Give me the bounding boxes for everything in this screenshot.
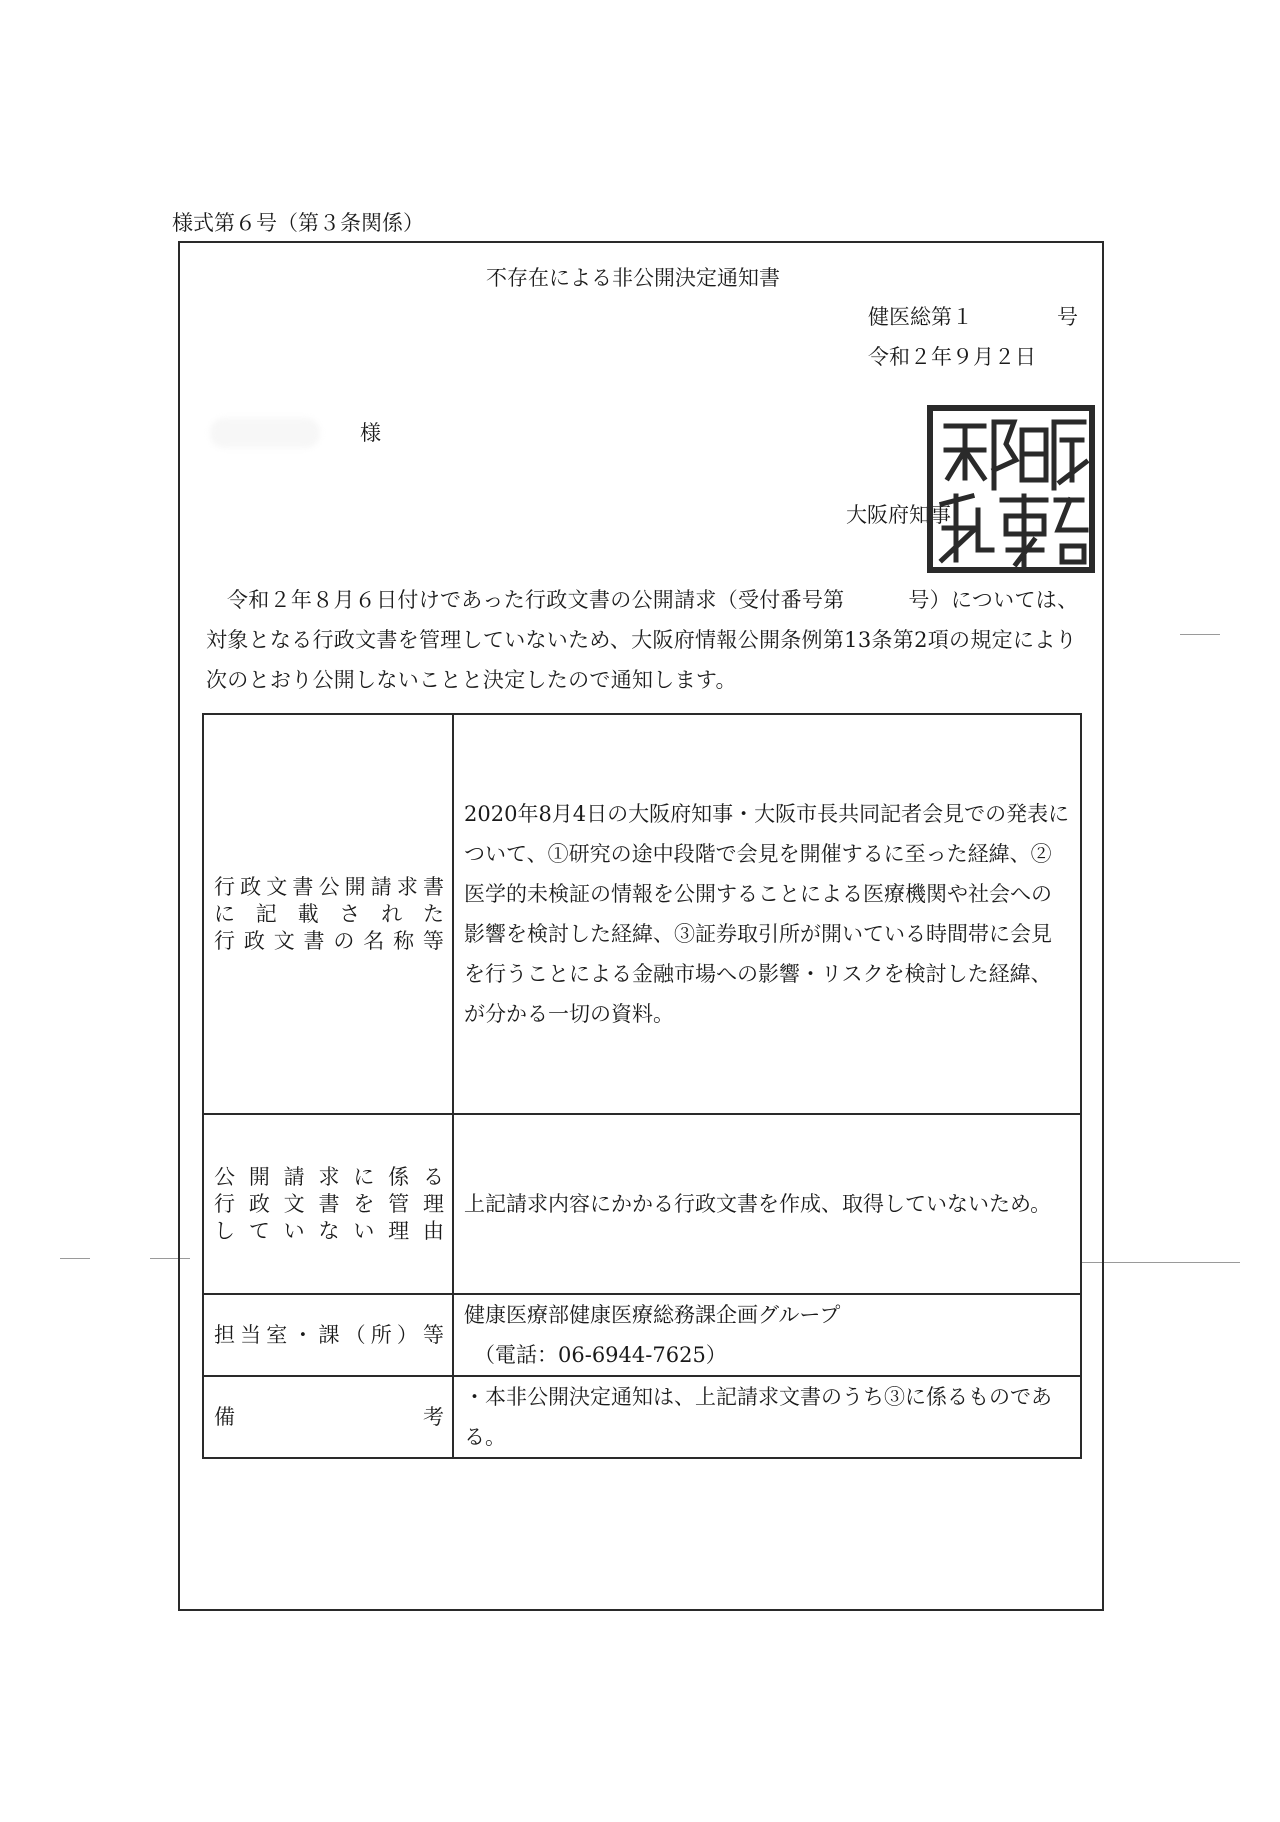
label-line: し て い な い 理 由 [214,1218,444,1243]
label-line: 備 考 [214,1404,444,1429]
department-name: 健康医療部健康医療総務課企画グループ [464,1303,841,1327]
scan-mark [1080,1262,1240,1263]
intro-paragraph: 令和２年８月６日付けであった行政文書の公開請求（受付番号第 号）については、対象となる行政文書を管理していないため、大阪府情報公開条例第13条第2項の規定により次のとおり公開しないことと決定したので通知します。 [206,588,1079,692]
row-value: ・本非公開決定通知は、上記請求文書のうち③に係るものである。 [453,1376,1081,1458]
table-row [203,1114,1081,1294]
addressee [210,418,381,448]
row-value: 2020年8月4日の大阪府知事・大阪市長共同記者会見での発表について、①研究の途中段階で会見を開催するに至った経緯、②医学的未検証の情報を公開することによる医療機関や社会への影響を検討した経緯、③証券取引所が開いている時間帯に会見を行うことによる金融市場への影響・リスクを検討した経緯、が分かる一切の資料。 [453,714,1081,1114]
document-date: 令和２年９月２日 [868,345,1036,369]
row-label [203,1114,453,1294]
table-row [203,1294,1081,1376]
label-line: 行 政 文 書 の 名 称 等 [214,928,444,953]
table-row [203,1376,1081,1458]
label-line: 担 当 室 ・ 課 （ 所 ） 等 [214,1322,444,1347]
row-value [453,1294,1081,1376]
official-seal [922,400,1100,578]
label-line: 行 政 文 書 公 開 請 求 書 [214,874,444,899]
redacted-name [210,418,320,448]
row-label [203,1294,453,1376]
scan-mark [60,1258,90,1259]
row-label [203,1376,453,1458]
sender: 大阪府知事 [846,503,951,527]
label-line: に 記 載 さ れ た [214,901,444,926]
scan-mark [1180,634,1220,635]
document-title: 不存在による非公開決定通知書 [486,266,780,290]
decision-table [202,713,1082,1459]
row-label [203,714,453,1114]
document-number: 健医総第１ 号 [868,305,1078,329]
label-line: 行 政 文 書 を 管 理 [214,1191,444,1216]
department-phone: （電話：06-6944-7625） [474,1343,727,1367]
addressee-suffix: 様 [360,420,381,445]
row-value: 上記請求内容にかかる行政文書を作成、取得していないため。 [453,1114,1081,1294]
label-line: 公 開 請 求 に 係 る [214,1164,444,1189]
seal-text: 大阪府知事之印 [1011,572,1018,573]
table-row [203,714,1081,1114]
form-label: 様式第６号（第３条関係） [172,211,424,235]
